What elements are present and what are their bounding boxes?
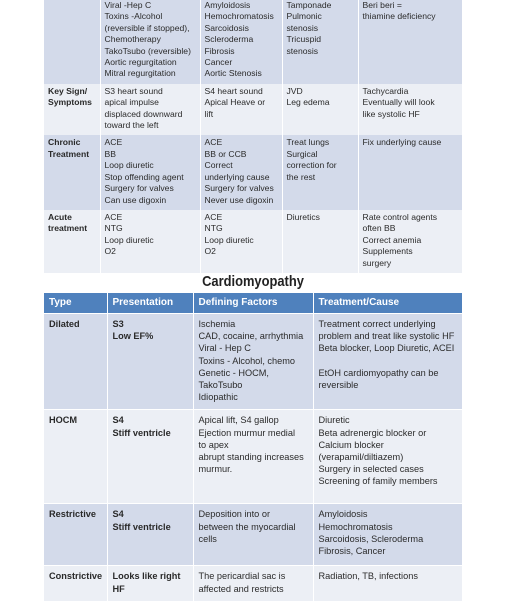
heart-failure-table [44,0,462,273]
cell-line: Toxins - Alcohol, chemo [198,355,296,366]
cell-line: Idiopathic [198,392,238,403]
presentation-cell [107,410,193,504]
cell-line: Pulmonic [286,11,322,22]
cell-line: often BB [362,223,396,234]
cell-line: Treatment correct underlying [318,319,436,329]
cell-line: Looks like right [112,571,181,582]
cell-line: Loop diuretic [104,160,154,171]
column-header-defining-factors: Defining Factors [193,293,313,314]
cell-line: Screening of family members [318,476,438,487]
cell-line: Apical Heave or [204,97,266,108]
cell-line: lift [204,108,214,119]
cell [100,0,200,84]
cell-line: Scleroderma [204,34,254,45]
cell-line: affected and restricts [198,583,284,594]
cell-line: (reversible if stopped), [104,22,190,33]
cell-line: Hemochromatosis [318,521,393,532]
cell [358,210,462,273]
cell-line: Stiff ventricle [112,427,171,438]
presentation-cell [107,566,193,601]
table-row [44,504,462,566]
row-header: Key Sign/ Symptoms [44,84,100,136]
cell-line: Stiff ventricle [112,521,171,532]
cell [100,135,200,209]
cell-line: Amyloidosis [318,509,368,520]
cell-line: Tricuspid [286,34,322,45]
row-header [44,0,100,84]
cell-line: Leg edema [286,97,330,108]
treatment-cell [313,410,462,504]
cell-line: Fix underlying cause [362,137,442,148]
cell [100,210,200,273]
cell-line: apical impulse [104,97,159,108]
cell-line: like systolic HF [362,108,420,119]
cell-line: correction for [286,160,337,171]
cell [282,0,358,84]
table-row [44,0,462,84]
cell-line: Aortic Stenosis [204,68,262,79]
table-row [44,410,462,504]
cell-line: NTG [104,223,123,234]
type-cell: Constrictive [44,566,107,601]
cell-line: S4 [112,509,124,520]
cell-line: ACE [204,211,223,222]
cell-line: murmur. [198,464,233,475]
cell-line: Toxins -Alcohol [104,11,163,22]
cell-line: Hemochromatosis [204,11,274,22]
row-header: Chronic Treatment [44,135,100,209]
cell-line: Supplements [362,246,413,257]
cell-line: ACE [204,137,223,148]
cell-line: S4 [112,415,124,426]
column-header-presentation: Presentation [107,293,193,314]
cell-line: underlying cause [204,171,270,182]
cell-line: Diuretic [318,415,350,426]
cell-line: Viral - Hep C [198,343,251,354]
type-cell: HOCM [44,410,107,504]
cell-line: HF [112,583,125,594]
cell-line: displaced downward [104,108,183,119]
cell-line: Can use digoxin [104,194,167,205]
cell-line: cells [198,533,217,544]
cell-line: reversible [318,380,359,391]
cell-line: BB [104,148,116,159]
cell-line: problem and treat like systolic HF [318,331,455,342]
cell-line: Sarcoidosis [204,22,249,33]
cell-line: CAD, cocaine, arrhythmia [198,331,304,342]
cell-line: TakoTsubo [198,380,243,391]
treatment-cell [313,566,462,601]
cell-line: EtOH cardiomyopathy can be [318,367,439,378]
cell-line: Rate control agents [362,211,438,222]
cell-line: S3 heart sound [104,85,163,96]
cell-line: ACE [104,137,123,148]
cell-line: NTG [204,223,223,234]
cell-line: Ejection murmur medial [198,427,296,438]
cell-line: Genetic - HOCM, [198,367,269,378]
cell-line: Apical lift, S4 gallop [198,415,279,426]
treatment-cell [313,504,462,566]
type-cell: Restrictive [44,504,107,566]
cell [200,210,282,273]
table-row [44,566,462,601]
cell-line: Deposition into or [198,509,270,520]
cell-line: Sarcoidosis, Scleroderma [318,533,424,544]
cell [358,135,462,209]
cell-line: Loop diuretic [104,234,154,245]
section-title: Cardiomyopathy [202,273,304,290]
cell-line: Tachycardia [362,85,409,96]
cell-line: Amyloidosis [204,0,251,10]
cell-line: Loop diuretic [204,234,254,245]
table-row [44,135,462,209]
cell-line: between the myocardial [198,521,296,532]
cell [200,84,282,136]
cell-line: Beta adrenergic blocker or [318,427,427,438]
table-row [44,210,462,273]
cell-line: S3 [112,319,124,329]
cell-line: Surgical [286,148,318,159]
cell-line: Calcium blocker [318,439,384,450]
factors-cell [193,566,313,601]
cell-line: (verapamil/diltiazem) [318,452,404,463]
cell-line: BB or CCB [204,148,247,159]
column-header-treatment: Treatment/Cause [313,293,462,314]
cell-line: O2 [204,246,216,257]
cell-line: to apex [198,439,229,450]
cell-line: Eventually will look [362,97,435,108]
factors-cell [193,410,313,504]
cell-line: ACE [104,211,123,222]
cell-line: The pericardial sac is [198,571,286,582]
table-row [44,314,462,410]
cell-line: Chemotherapy [104,34,161,45]
cell-line: O2 [104,246,116,257]
row-header: Acute treatment [44,210,100,273]
cell-line: Never use digoxin [204,194,274,205]
treatment-cell [313,314,462,410]
cell-line: surgery [362,257,392,268]
cell-line: Low EF% [112,331,154,342]
cell [100,84,200,136]
cell-line [319,355,458,367]
cell-line: Surgery in selected cases [318,464,424,475]
factors-cell [193,314,313,410]
cell-line: abrupt standing increases [198,452,304,463]
cell-line: Correct anemia [362,234,422,245]
cell-line: toward the left [104,120,159,131]
cell-line: thiamine deficiency [362,11,436,22]
cell-line: stenosis [286,45,319,56]
presentation-cell [107,314,193,410]
cell-line: Ischemia [198,319,236,329]
cell-line: Fibrosis [204,45,235,56]
cell-line: S4 heart sound [204,85,263,96]
cell-line: Mitral regurgitation [104,68,176,79]
cell-line: stenosis [286,22,319,33]
table-row [44,84,462,136]
factors-cell [193,504,313,566]
cardiomyopathy-table [44,293,462,601]
cell-line: Beri beri = [362,0,402,10]
cell-line: Radiation, TB, infections [318,571,418,582]
cell [282,84,358,136]
cell-line: Correct [204,160,233,171]
cell-line: Surgery for valves [204,183,274,194]
type-cell: Dilated [44,314,107,410]
cell-line: Beta blocker, Loop Diuretic, ACEI [318,343,455,354]
cell [282,210,358,273]
cell-line: Fibrosis, Cancer [318,546,386,557]
cell-line: the rest [286,171,316,182]
cell [200,135,282,209]
presentation-cell [107,504,193,566]
cell-line: Surgery for valves [104,183,174,194]
cell-line: JVD [286,85,303,96]
cell-line: Diuretics [286,211,320,222]
cell [282,135,358,209]
cell-line: Treat lungs [286,137,330,148]
cell-line: Aortic regurgitation [104,57,177,68]
cell [358,84,462,136]
cell-line: Cancer [204,57,233,68]
cell-line: Viral -Hep C [104,0,152,10]
cell-line: TakoTsubo (reversible) [104,45,191,56]
column-header-type: Type [44,293,107,314]
cell [200,0,282,84]
cell-line: Stop offending agent [104,171,184,182]
cell [358,0,462,84]
header-row [44,293,462,314]
cell-line: Tamponade [286,0,332,10]
